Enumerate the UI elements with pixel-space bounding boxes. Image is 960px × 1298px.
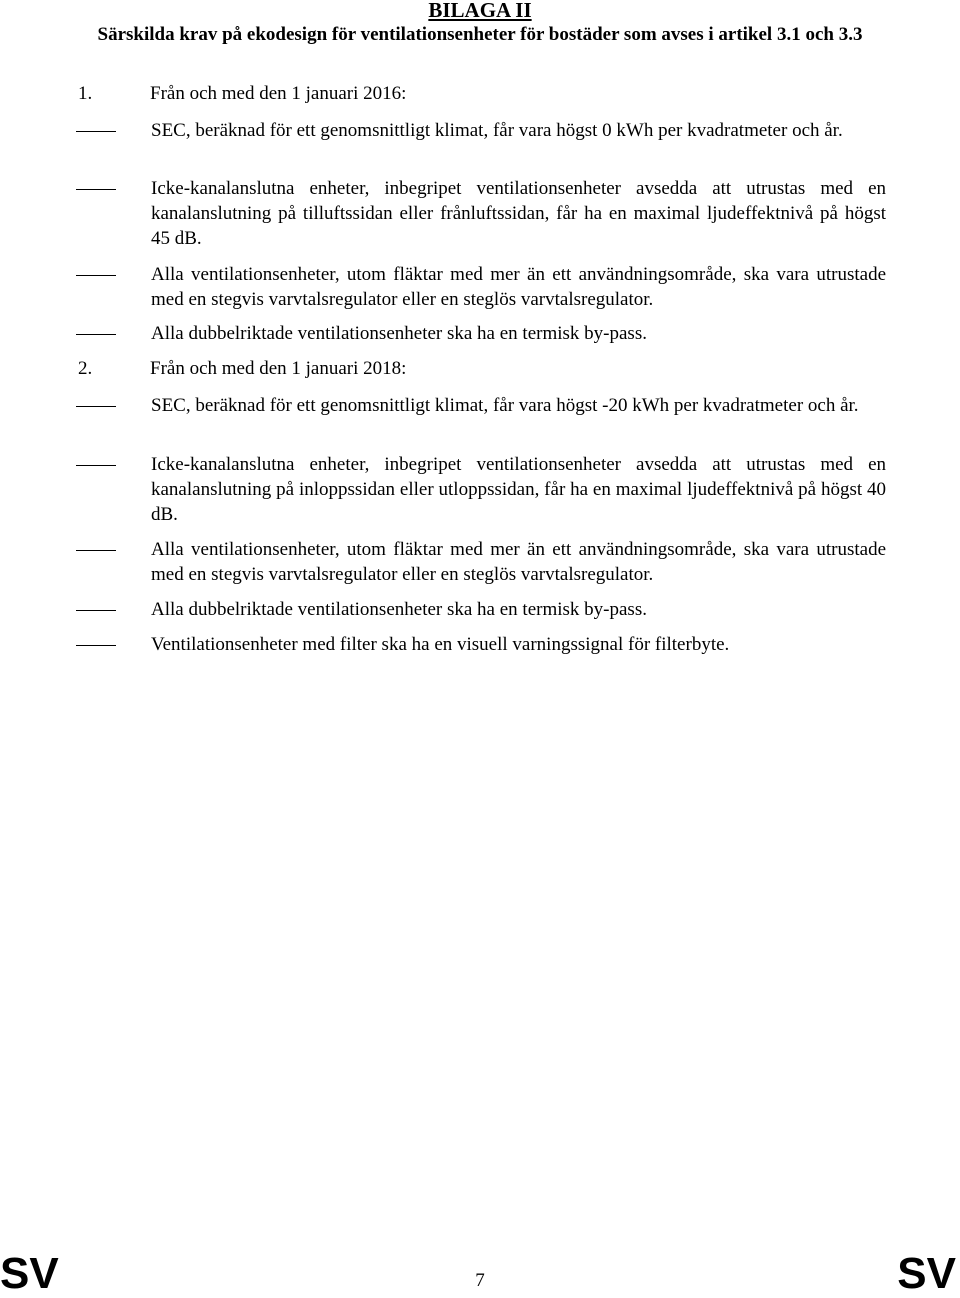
section-2-item-4 xyxy=(76,597,886,622)
section-1-title: Från och med den 1 januari 2016: xyxy=(150,83,407,104)
section-1-heading xyxy=(78,82,406,106)
annex-subtitle: Särskilda krav på ekodesign för ventilationsenheter för bostäder som avses i artikel 3.1 och 3.3 xyxy=(97,24,863,45)
item-text: Alla dubbelriktade ventilationsenheter ska ha en termisk by-pass. xyxy=(151,323,647,344)
item-text: Ventilationsenheter med filter ska ha en visuell varningssignal för filterbyte. xyxy=(151,634,730,655)
section-1-item-1 xyxy=(76,118,886,143)
footer-language-left: SV xyxy=(0,1249,59,1298)
item-text: Icke-kanalanslutna enheter, inbegripet ventilationsenheter avsedda att utrustas med en kanalanslutning på tilluftssidan eller frånluftssidan, får ha en maximal ljudeffektnivå på högst 45 dB. xyxy=(151,178,886,249)
annex-title-text: BILAGA II xyxy=(428,0,532,22)
section-1-item-4 xyxy=(76,321,886,346)
item-text: SEC, beräknad för ett genomsnittligt klimat, får vara högst -20 kWh per kvadratmeter och år. xyxy=(151,395,859,416)
section-1-number: 1. xyxy=(78,83,93,104)
section-2-item-2 xyxy=(76,452,886,527)
item-text: Alla dubbelriktade ventilationsenheter ska ha en termisk by-pass. xyxy=(151,599,647,620)
section-2-item-1 xyxy=(76,393,886,418)
section-2-heading xyxy=(78,357,406,381)
page-number: 7 xyxy=(475,1270,485,1291)
section-2-item-5 xyxy=(76,632,886,657)
annex-title xyxy=(0,0,960,22)
section-1-item-3 xyxy=(76,262,886,312)
item-text: Icke-kanalanslutna enheter, inbegripet ventilationsenheter avsedda att utrustas med en kanalanslutning på inloppssidan eller utloppssidan, får ha en maximal ljudeffektnivå på högst 40 dB. xyxy=(151,454,886,525)
item-text: Alla ventilationsenheter, utom fläktar med mer än ett användningsområde, ska vara utrustade med en stegvis varvtalsregulator eller en steglös varvtalsregulator. xyxy=(151,264,886,310)
footer-language-right: SV xyxy=(897,1249,956,1298)
section-2-number: 2. xyxy=(78,358,93,379)
item-text: Alla ventilationsenheter, utom fläktar med mer än ett användningsområde, ska vara utrustade med en stegvis varvtalsregulator eller en steglös varvtalsregulator. xyxy=(151,539,886,585)
section-1-item-2 xyxy=(76,176,886,251)
section-2-item-3 xyxy=(76,537,886,587)
item-text: SEC, beräknad för ett genomsnittligt klimat, får vara högst 0 kWh per kvadratmeter och år. xyxy=(151,120,843,141)
section-2-title: Från och med den 1 januari 2018: xyxy=(150,358,407,379)
